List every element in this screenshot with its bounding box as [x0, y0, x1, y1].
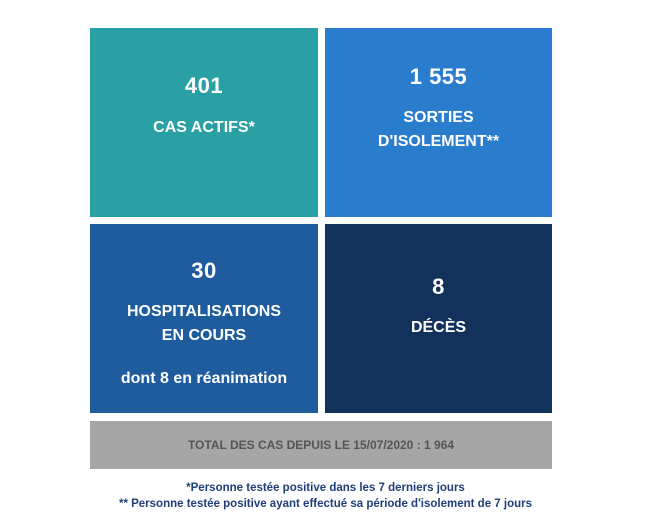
hospitalisations-label-line1: HOSPITALISATIONS: [126, 303, 282, 320]
active-cases-value: 401: [184, 73, 224, 98]
active-cases-label: CAS ACTIFS*: [153, 119, 255, 136]
hospitalisations-value: 30: [191, 258, 217, 283]
isolation-exits-label-line1: SORTIES: [403, 109, 474, 126]
deaths-label: DÉCÈS: [410, 319, 467, 336]
isolation-exits-value: 1 555: [409, 64, 468, 89]
deaths-tile: [325, 224, 552, 413]
hospitalisations-label-line2: EN COURS: [161, 327, 247, 344]
footnote-active-cases: *Personne testée positive dans les 7 derniers jours: [186, 482, 465, 494]
deaths-value: 8: [432, 274, 445, 299]
active-cases-tile: [90, 28, 318, 217]
isolation-exits-label: [325, 106, 552, 154]
isolation-exits-tile: [325, 28, 552, 217]
hospitalisations-label: [90, 300, 318, 348]
total-cases-bar: TOTAL DES CAS DEPUIS LE 15/07/2020 : 1 964: [90, 421, 552, 469]
footnote-isolation-exits: ** Personne testée positive ayant effectué sa période d'isolement de 7 jours: [118, 498, 533, 510]
hospitalisations-tile: [90, 224, 318, 413]
isolation-exits-label-line2: D'ISOLEMENT**: [377, 133, 500, 150]
icu-note: dont 8 en réanimation: [120, 370, 288, 387]
